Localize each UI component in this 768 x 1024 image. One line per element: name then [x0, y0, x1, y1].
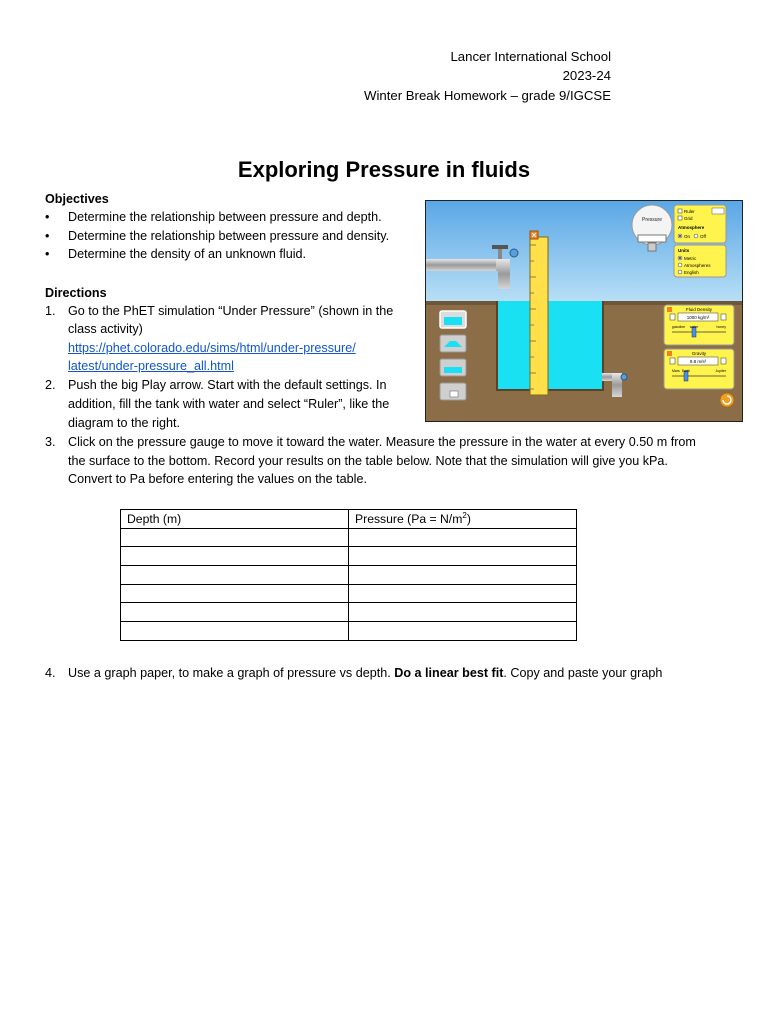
school-name: Lancer International School [450, 49, 611, 64]
depth-cell[interactable] [121, 566, 349, 585]
gauge-label: Pressure [641, 217, 663, 223]
step2-line: Push the big Play arrow. Start with the default settings. In [68, 378, 387, 392]
ruler-icon [712, 208, 724, 214]
gravity-panel [664, 349, 734, 389]
english-radio[interactable] [678, 270, 682, 274]
step4-bold-text: Do a linear best fit [394, 666, 504, 680]
objectives-heading: Objectives [45, 192, 109, 206]
ruler-option-label: Ruler [684, 209, 695, 214]
units-panel [674, 245, 726, 277]
atmospheres-label: Atmospheres [684, 263, 711, 268]
gravity-heading: Gravity [691, 351, 707, 356]
table-row [121, 622, 577, 641]
depth-cell[interactable] [121, 622, 349, 641]
water-pool [498, 301, 602, 389]
bullet-icon: • [45, 247, 50, 261]
atmosphere-off-radio[interactable] [694, 234, 698, 238]
depth-cell[interactable] [121, 547, 349, 566]
collapse-icon[interactable] [667, 351, 672, 356]
column-header-depth: Depth (m) [121, 510, 349, 529]
collapse-icon[interactable] [667, 307, 672, 312]
gravity-max-label: Jupiter [715, 369, 726, 373]
assignment-label: Winter Break Homework – grade 9/IGCSE [364, 87, 611, 103]
objective-item: Determine the relationship between pressure and depth. [68, 210, 382, 224]
increase-density-arrow-icon[interactable] [721, 314, 726, 320]
pressure-cell[interactable] [349, 584, 577, 603]
objective-item: Determine the relationship between pressure and density. [68, 229, 390, 243]
phet-link[interactable]: https://phet.colorado.edu/sims/html/under-pressure/ [68, 341, 356, 355]
ruler-checkbox[interactable] [678, 209, 682, 213]
step2-line: addition, fill the tank with water and select “Ruler”, like the [68, 397, 390, 411]
pressure-cell[interactable] [349, 622, 577, 641]
off-label: Off [700, 234, 706, 239]
pressure-cell[interactable] [349, 603, 577, 622]
depth-cell[interactable] [121, 528, 349, 547]
ruler-tool[interactable] [530, 231, 548, 395]
results-table [120, 509, 577, 641]
step1-line: Go to the PhET simulation “Under Pressure” (shown in the [68, 304, 394, 318]
step4-text: Use a graph paper, to make a graph of pressure vs depth. [68, 666, 395, 680]
gravity-value: 9.8 m/s² [689, 359, 707, 364]
step-number: 1. [45, 304, 56, 318]
fluid-density-heading: Fluid Density [685, 307, 713, 312]
decrease-gravity-arrow-icon[interactable] [670, 358, 675, 364]
on-label: On [684, 234, 691, 239]
bullet-icon: • [45, 229, 50, 243]
step4-line [68, 664, 662, 683]
pressure-cell[interactable] [349, 528, 577, 547]
grid-option-label: Grid [684, 216, 693, 221]
english-label: English [684, 270, 699, 275]
school-header [364, 47, 611, 105]
table-row [121, 528, 577, 547]
increase-gravity-arrow-icon[interactable] [721, 358, 726, 364]
decrease-density-arrow-icon[interactable] [670, 314, 675, 320]
step3-line: the surface to the bottom. Record your results on the table below. Note that the simulation will give you kPa. [68, 454, 668, 468]
pressure-cell[interactable] [349, 566, 577, 585]
step1-line: class activity) [68, 322, 143, 336]
step-number: 3. [45, 435, 56, 449]
table-row [121, 584, 577, 603]
gravity-min-label: Mars [672, 369, 680, 373]
pressure-cell[interactable] [349, 547, 577, 566]
objective-item: Determine the density of an unknown fluid. [68, 247, 307, 261]
table-row [121, 603, 577, 622]
pressure-header-text: Pressure (Pa = N/m [355, 512, 463, 527]
units-heading: Units [678, 248, 690, 253]
fluid-density-panel [664, 305, 734, 345]
density-min-label: gasoline [672, 325, 686, 329]
step-number: 2. [45, 378, 56, 392]
options-panel [674, 205, 726, 243]
table-row [121, 547, 577, 566]
bullet-icon: • [45, 210, 50, 224]
pressure-header-close: ) [466, 512, 471, 527]
depth-cell[interactable] [121, 603, 349, 622]
pressure-header-superscript: 2 [462, 511, 467, 521]
metric-label: Metric [684, 256, 697, 261]
step4-text-end: . Copy and paste your graph [503, 666, 663, 680]
fluid-density-value: 1000 kg/m³ [686, 315, 710, 320]
phet-link-continued[interactable]: latest/under-pressure_all.html [68, 359, 234, 373]
density-mid-label: water [689, 325, 699, 329]
step3-line: Convert to Pa before entering the values on the table. [68, 472, 367, 486]
grid-checkbox[interactable] [678, 216, 682, 220]
step2-line: diagram to the right. [68, 416, 181, 430]
column-header-pressure [349, 510, 577, 529]
simulation-screenshot [425, 200, 743, 422]
page-title: Exploring Pressure in fluids [237, 157, 531, 182]
table-header-row [121, 510, 577, 529]
gravity-mid-label: Earth [681, 369, 691, 373]
directions-heading: Directions [45, 286, 107, 300]
step3-line: Click on the pressure gauge to move it toward the water. Measure the pressure in the water at every 0.50 m from [68, 435, 696, 449]
atmosphere-heading: Atmosphere [678, 225, 705, 230]
step-number: 4. [45, 666, 56, 680]
atmospheres-radio[interactable] [678, 263, 682, 267]
depth-cell[interactable] [121, 584, 349, 603]
under-pressure-simulation [426, 201, 742, 421]
table-row [121, 566, 577, 585]
school-year: 2023-24 [562, 68, 611, 84]
reset-icon[interactable] [720, 393, 734, 407]
density-max-label: honey [716, 325, 726, 329]
